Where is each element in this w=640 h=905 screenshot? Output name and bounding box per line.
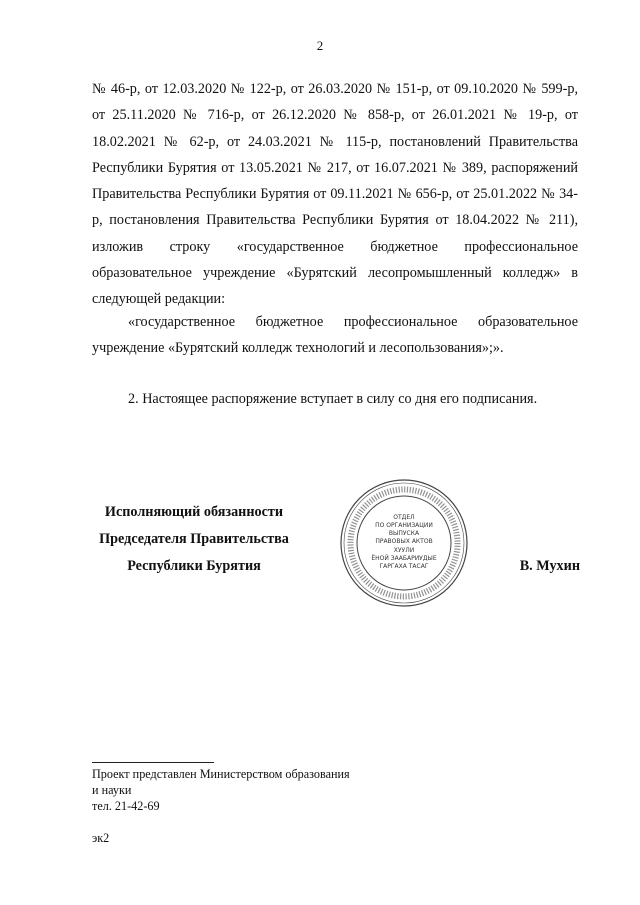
seal-line-4: ПРАВОВЫХ АКТОВ [375,538,433,545]
official-seal [339,478,469,608]
body-paragraph: № 46-р, от 12.03.2020 № 122-р, от 26.03.2020 № 151-р, от 09.10.2020 № 599-р, от 25.11.2020 № 716-р, от 26.12.2020 № 858-р, от 26.01.2021 № 19-р, от 18.02.2021 № 62-р, от 24.03.2021 № 115-р, постановлений Правительства Республики Бурятия от 13.05.2021 № 217, от 16.07.2021 № 389, распоряжений Правительства Республики Бурятия от 09.11.2021 № 656-р, от 25.01.2022 № 34-р, постановления Правительства Республики Бурятия от 18.04.2022 № 211), изложив строку «государственное бюджетное профессиональное образовательное учреждение «Бурятский лесопромышленный колледж» в следующей редакции: [92,81,578,308]
signatory-title-line-1: Исполняющий обязанности [104,504,284,520]
signatory-title-line-2: Председателя Правительства [99,531,289,547]
seal-line-3: ВЫПУСКА [388,530,420,537]
footnote-phone: тел. 21-42-69 [92,799,160,813]
seal-line-7: ГАРГАХА ТАСАГ [379,563,429,570]
footnote-code: эк2 [92,831,110,845]
seal-line-6: ЁНОЙ ЗААБАРИУДЫЕ [371,555,437,562]
seal-line-2: ПО ОРГАНИЗАЦИИ [375,522,433,529]
footnote-line-1: Проект представлен Министерством образования [92,767,350,781]
seal-line-1: ОТДЕЛ [393,514,415,521]
page-number: 2 [316,38,324,53]
quoted-amendment: «государственное бюджетное профессиональное образовательное учреждение «Бурятский колледж технологий и лесопользования»;». [92,314,578,357]
effective-clause: 2. Настоящее распоряжение вступает в силу со дня его подписания. [128,391,538,407]
signatory-name: В. Мухин [519,558,580,574]
footnote-line-2: и науки [92,783,132,797]
seal-line-5: ХУУЛИ [393,547,415,554]
signatory-title-line-3: Республики Бурятия [127,558,261,574]
footnote-divider [92,762,214,763]
